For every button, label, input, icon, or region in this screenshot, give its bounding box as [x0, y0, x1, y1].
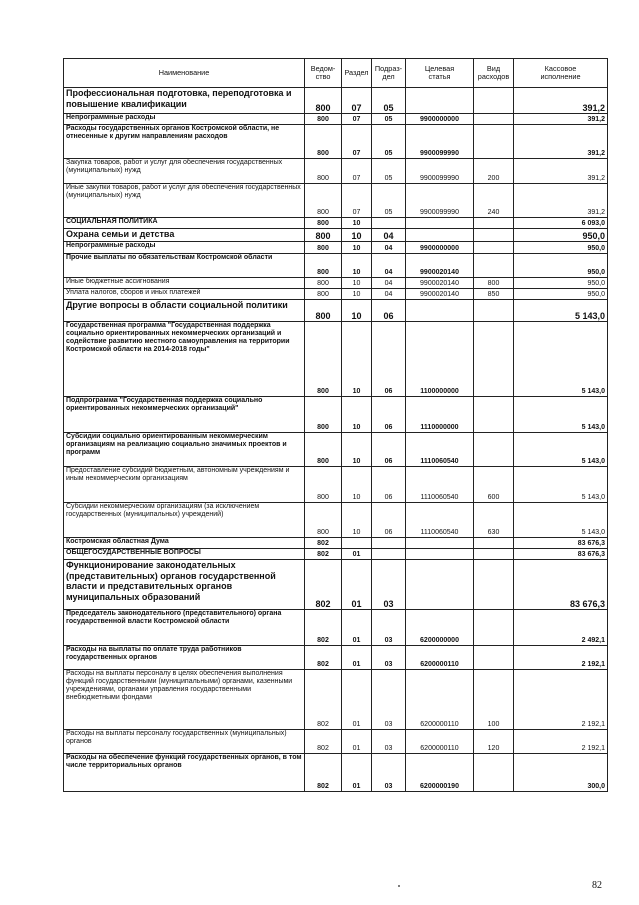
name-cell: ОБЩЕГОСУДАРСТВЕННЫЕ ВОПРОСЫ: [64, 549, 305, 560]
name-cell: Иные бюджетные ассигнования: [64, 278, 305, 289]
table-row: [64, 646, 608, 670]
subsection-cell: [372, 218, 406, 229]
subsection-cell: 05: [372, 184, 406, 218]
subsection-cell: 04: [372, 278, 406, 289]
subsection-cell: 06: [372, 397, 406, 433]
name-cell: Закупка товаров, работ и услуг для обеспечения государственных (муниципальных) нужд: [64, 159, 305, 184]
subsection-cell: 04: [372, 289, 406, 300]
section-cell: 07: [342, 88, 372, 114]
amount-cell: 6 093,0: [514, 218, 608, 229]
section-cell: 01: [342, 646, 372, 670]
header-name: Наименование: [64, 59, 305, 88]
table-row: [64, 538, 608, 549]
section-cell: 10: [342, 467, 372, 503]
target-cell: 9900000000: [406, 242, 474, 254]
amount-cell: 950,0: [514, 229, 608, 242]
subsection-cell: 06: [372, 322, 406, 397]
amount-cell: 2 192,1: [514, 670, 608, 730]
table-row: [64, 184, 608, 218]
amount-cell: 300,0: [514, 754, 608, 792]
table-row: [64, 254, 608, 278]
table-row: [64, 159, 608, 184]
subsection-cell: 05: [372, 125, 406, 159]
target-cell: [406, 538, 474, 549]
kind-cell: [474, 218, 514, 229]
amount-cell: 950,0: [514, 278, 608, 289]
amount-cell: 5 143,0: [514, 322, 608, 397]
kind-cell: 100: [474, 670, 514, 730]
table-row: [64, 670, 608, 730]
budget-table-sheet: [63, 58, 607, 792]
kind-cell: [474, 114, 514, 125]
kind-cell: [474, 433, 514, 467]
table-row: [64, 125, 608, 159]
dept-cell: 800: [305, 88, 342, 114]
kind-cell: 120: [474, 730, 514, 754]
dept-cell: 802: [305, 538, 342, 549]
amount-cell: 2 192,1: [514, 646, 608, 670]
name-cell: Расходы на обеспечение функций государственных органов, в том числе территориальных органов: [64, 754, 305, 792]
table-row: [64, 467, 608, 503]
target-cell: 1110000000: [406, 397, 474, 433]
table-row: [64, 289, 608, 300]
target-cell: 1110060540: [406, 433, 474, 467]
subsection-cell: 06: [372, 503, 406, 538]
kind-cell: [474, 254, 514, 278]
section-cell: 01: [342, 754, 372, 792]
kind-cell: [474, 549, 514, 560]
dept-cell: 800: [305, 218, 342, 229]
subsection-cell: 06: [372, 467, 406, 503]
dept-cell: 800: [305, 300, 342, 322]
name-cell: Расходы на выплаты по оплате труда работников государственных органов: [64, 646, 305, 670]
kind-cell: [474, 242, 514, 254]
section-cell: 01: [342, 560, 372, 610]
section-cell: 10: [342, 503, 372, 538]
dept-cell: 800: [305, 397, 342, 433]
table-row: [64, 560, 608, 610]
target-cell: 9900020140: [406, 289, 474, 300]
subsection-cell: 03: [372, 670, 406, 730]
header-amount: Кассовое исполнение: [514, 59, 608, 88]
dept-cell: 802: [305, 646, 342, 670]
section-cell: 07: [342, 159, 372, 184]
amount-cell: 391,2: [514, 184, 608, 218]
kind-cell: [474, 646, 514, 670]
dept-cell: 800: [305, 467, 342, 503]
amount-cell: 5 143,0: [514, 467, 608, 503]
kind-cell: [474, 300, 514, 322]
kind-cell: 600: [474, 467, 514, 503]
section-cell: [342, 538, 372, 549]
section-cell: 07: [342, 114, 372, 125]
section-cell: 07: [342, 125, 372, 159]
amount-cell: 950,0: [514, 254, 608, 278]
section-cell: 10: [342, 229, 372, 242]
table-row: [64, 114, 608, 125]
section-cell: 10: [342, 397, 372, 433]
amount-cell: 950,0: [514, 289, 608, 300]
target-cell: 9900020140: [406, 254, 474, 278]
table-row: [64, 610, 608, 646]
kind-cell: [474, 125, 514, 159]
name-cell: Уплата налогов, сборов и иных платежей: [64, 289, 305, 300]
table-row: [64, 218, 608, 229]
subsection-cell: 04: [372, 229, 406, 242]
dept-cell: 800: [305, 278, 342, 289]
target-cell: [406, 549, 474, 560]
header-target: Целевая статья: [406, 59, 474, 88]
table-row: [64, 322, 608, 397]
kind-cell: 240: [474, 184, 514, 218]
target-cell: 9900099990: [406, 184, 474, 218]
subsection-cell: 06: [372, 300, 406, 322]
table-row: [64, 242, 608, 254]
subsection-cell: 03: [372, 754, 406, 792]
header-subsection: Подраз- дел: [372, 59, 406, 88]
subsection-cell: 03: [372, 560, 406, 610]
amount-cell: 391,2: [514, 159, 608, 184]
section-cell: 10: [342, 289, 372, 300]
target-cell: [406, 300, 474, 322]
section-cell: 10: [342, 278, 372, 289]
table-row: [64, 503, 608, 538]
name-cell: Расходы на выплаты персоналу государственных (муниципальных) органов: [64, 730, 305, 754]
name-cell: Костромская областная Дума: [64, 538, 305, 549]
dept-cell: 800: [305, 159, 342, 184]
page-number: 82: [592, 880, 602, 891]
name-cell: Государственная программа "Государственная поддержка социально ориентированных некоммерческих организаций и содействие развитию местного самоуправления на территории Костромской области на 2014-2018 годы": [64, 322, 305, 397]
target-cell: 6200000110: [406, 646, 474, 670]
subsection-cell: 03: [372, 646, 406, 670]
name-cell: Расходы на выплаты персоналу в целях обеспечения выполнения функций государственными (муниципальными) органами, казенными учреждениями, органами управления государственными внебюджетными фондами: [64, 670, 305, 730]
kind-cell: [474, 538, 514, 549]
dept-cell: 802: [305, 549, 342, 560]
section-cell: 01: [342, 730, 372, 754]
table-row: [64, 300, 608, 322]
dept-cell: 800: [305, 503, 342, 538]
amount-cell: 950,0: [514, 242, 608, 254]
table-row: [64, 730, 608, 754]
target-cell: [406, 218, 474, 229]
table-row: [64, 229, 608, 242]
target-cell: 1110060540: [406, 503, 474, 538]
amount-cell: 5 143,0: [514, 503, 608, 538]
target-cell: 6200000000: [406, 610, 474, 646]
subsection-cell: 03: [372, 730, 406, 754]
kind-cell: [474, 229, 514, 242]
target-cell: [406, 88, 474, 114]
kind-cell: 630: [474, 503, 514, 538]
dept-cell: 800: [305, 322, 342, 397]
dept-cell: 800: [305, 114, 342, 125]
target-cell: 6200000110: [406, 730, 474, 754]
name-cell: Другие вопросы в области социальной политики: [64, 300, 305, 322]
amount-cell: 5 143,0: [514, 433, 608, 467]
target-cell: 9900020140: [406, 278, 474, 289]
section-cell: 10: [342, 322, 372, 397]
amount-cell: 83 676,3: [514, 549, 608, 560]
kind-cell: [474, 397, 514, 433]
table-row: [64, 549, 608, 560]
amount-cell: 83 676,3: [514, 560, 608, 610]
dept-cell: 800: [305, 184, 342, 218]
dept-cell: 802: [305, 754, 342, 792]
name-cell: Охрана семьи и детства: [64, 229, 305, 242]
kind-cell: [474, 560, 514, 610]
subsection-cell: [372, 538, 406, 549]
section-cell: 01: [342, 549, 372, 560]
section-cell: 01: [342, 610, 372, 646]
amount-cell: 2 492,1: [514, 610, 608, 646]
subsection-cell: 05: [372, 114, 406, 125]
kind-cell: 200: [474, 159, 514, 184]
target-cell: 1100000000: [406, 322, 474, 397]
header-section: Раздел: [342, 59, 372, 88]
dept-cell: 802: [305, 670, 342, 730]
name-cell: Расходы государственных органов Костромской области, не отнесенные к другим направлениям расходов: [64, 125, 305, 159]
budget-table: [63, 58, 608, 792]
table-row: [64, 754, 608, 792]
name-cell: Субсидии некоммерческим организациям (за исключением государственных (муниципальных) учреждений): [64, 503, 305, 538]
dept-cell: 802: [305, 560, 342, 610]
dept-cell: 800: [305, 433, 342, 467]
header-dept: Ведом- ство: [305, 59, 342, 88]
name-cell: Председатель законодательного (представительного) органа государственной власти Костромской области: [64, 610, 305, 646]
subsection-cell: [372, 549, 406, 560]
dept-cell: 802: [305, 610, 342, 646]
table-body: [64, 88, 608, 792]
target-cell: 1110060540: [406, 467, 474, 503]
amount-cell: 5 143,0: [514, 397, 608, 433]
table-row: [64, 278, 608, 289]
target-cell: 9900099990: [406, 159, 474, 184]
section-cell: 10: [342, 218, 372, 229]
dept-cell: 800: [305, 242, 342, 254]
kind-cell: 800: [474, 278, 514, 289]
name-cell: Непрограммные расходы: [64, 242, 305, 254]
target-cell: 6200000190: [406, 754, 474, 792]
dept-cell: 800: [305, 229, 342, 242]
table-header-row: [64, 59, 608, 88]
name-cell: Подпрограмма "Государственная поддержка социально ориентированных некоммерческих организаций": [64, 397, 305, 433]
target-cell: 9900099990: [406, 125, 474, 159]
table-row: [64, 397, 608, 433]
amount-cell: 391,2: [514, 88, 608, 114]
section-cell: 10: [342, 254, 372, 278]
table-row: [64, 433, 608, 467]
amount-cell: 83 676,3: [514, 538, 608, 549]
kind-cell: 850: [474, 289, 514, 300]
dept-cell: 800: [305, 125, 342, 159]
amount-cell: 391,2: [514, 125, 608, 159]
target-cell: [406, 229, 474, 242]
amount-cell: 2 192,1: [514, 730, 608, 754]
target-cell: [406, 560, 474, 610]
name-cell: СОЦИАЛЬНАЯ ПОЛИТИКА: [64, 218, 305, 229]
section-cell: 07: [342, 184, 372, 218]
dept-cell: 800: [305, 254, 342, 278]
subsection-cell: 04: [372, 242, 406, 254]
kind-cell: [474, 88, 514, 114]
amount-cell: 391,2: [514, 114, 608, 125]
name-cell: Иные закупки товаров, работ и услуг для обеспечения государственных (муниципальных) нужд: [64, 184, 305, 218]
subsection-cell: 05: [372, 88, 406, 114]
amount-cell: 5 143,0: [514, 300, 608, 322]
subsection-cell: 04: [372, 254, 406, 278]
section-cell: 10: [342, 433, 372, 467]
name-cell: Предоставление субсидий бюджетным, автономным учреждениям и иным некоммерческим организациям: [64, 467, 305, 503]
name-cell: Профессиональная подготовка, переподготовка и повышение квалификации: [64, 88, 305, 114]
kind-cell: [474, 322, 514, 397]
header-kind: Вид расходов: [474, 59, 514, 88]
subsection-cell: 03: [372, 610, 406, 646]
dept-cell: 800: [305, 289, 342, 300]
kind-cell: [474, 610, 514, 646]
table-row: [64, 88, 608, 114]
target-cell: 6200000110: [406, 670, 474, 730]
section-cell: 10: [342, 300, 372, 322]
subsection-cell: 06: [372, 433, 406, 467]
kind-cell: [474, 754, 514, 792]
dept-cell: 802: [305, 730, 342, 754]
scan-speck: [398, 885, 400, 887]
name-cell: Прочие выплаты по обязательствам Костромской области: [64, 254, 305, 278]
target-cell: 9900000000: [406, 114, 474, 125]
section-cell: 01: [342, 670, 372, 730]
subsection-cell: 05: [372, 159, 406, 184]
name-cell: Функционирование законодательных (представительных) органов государственной власти и представительных органов муниципальных образований: [64, 560, 305, 610]
name-cell: Субсидии социально ориентированным некоммерческим организациям на реализацию социально значимых проектов и программ: [64, 433, 305, 467]
name-cell: Непрограммные расходы: [64, 114, 305, 125]
section-cell: 10: [342, 242, 372, 254]
